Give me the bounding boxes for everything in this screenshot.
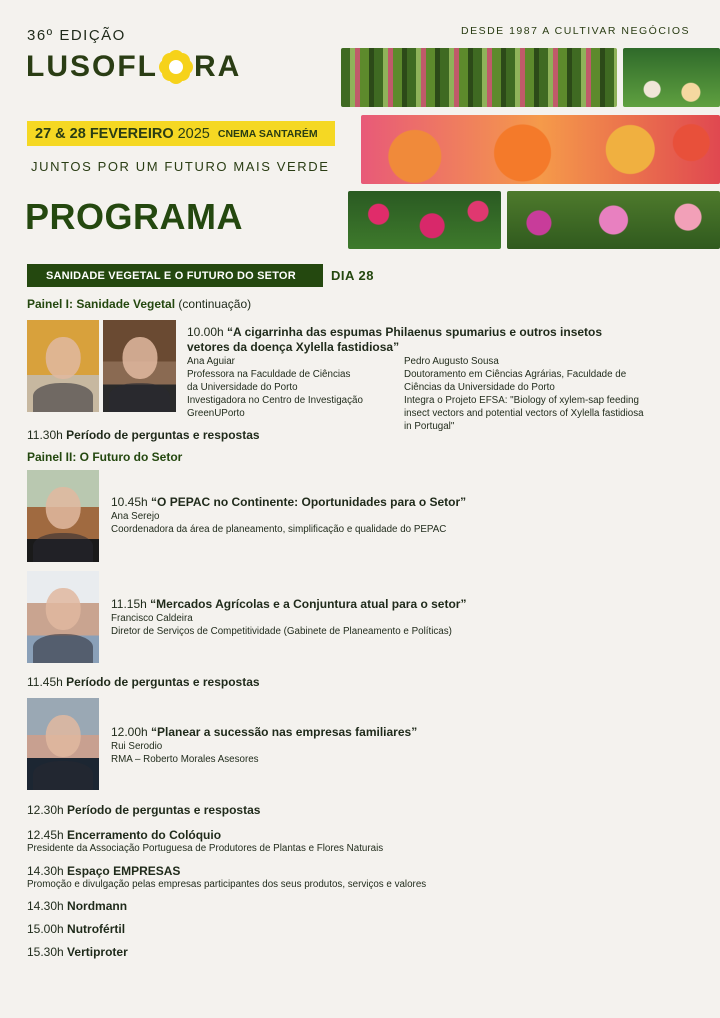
speaker-name: Francisco Caldeira xyxy=(111,613,193,624)
lusoflora-logo xyxy=(26,50,241,84)
company-item xyxy=(27,899,127,913)
section-title: SANIDADE VEGETAL E O FUTURO DO SETOR xyxy=(27,264,323,287)
empresas-description: Promoção e divulgação pelas empresas participantes dos seus produtos, serviços e valores xyxy=(27,879,427,890)
talk-pepac xyxy=(111,495,711,536)
closing-session xyxy=(27,828,707,855)
item-time: 11.45h xyxy=(27,675,63,689)
talk-sucessao xyxy=(111,725,711,766)
speaker-role: Professora na Faculdade de Ciências xyxy=(187,369,351,380)
pink-petunias-photo xyxy=(348,191,501,249)
flowers-photo-small xyxy=(623,48,720,107)
item-time: 14.30h xyxy=(27,864,64,878)
speaker-role: Coordenadora da área de planeamento, simplificação e qualidade do PEPAC xyxy=(111,524,447,535)
painel1-heading xyxy=(27,297,251,311)
company-name: Vertiproter xyxy=(67,945,128,959)
closing-speaker: Presidente da Associação Portuguesa de Produtores de Plantas e Flores Naturais xyxy=(27,843,384,854)
speaker-role: Investigadora no Centro de Investigação xyxy=(187,395,363,406)
talk-title-cigarrinha xyxy=(187,325,707,355)
speaker-role: insect vectors and potential vectors of Xylella fastidiosa xyxy=(404,408,644,419)
logo-text-part1: LUSOFL xyxy=(26,50,158,83)
item-label: Período de perguntas e respostas xyxy=(67,803,261,817)
item-time: 15.00h xyxy=(27,922,64,936)
rui-serodio-photo xyxy=(27,698,99,790)
item-time: 15.30h xyxy=(27,945,64,959)
talk-time: 10.00h xyxy=(187,325,224,339)
talk-time: 10.45h xyxy=(111,495,148,509)
event-venue: CNEMA SANTARÉM xyxy=(217,127,318,140)
speaker-role: Doutoramento em Ciências Agrárias, Faculdade de xyxy=(404,369,627,380)
speaker-ana-aguiar xyxy=(187,355,402,420)
speaker-name: Ana Serejo xyxy=(111,511,160,522)
section-day: DIA 28 xyxy=(331,268,374,283)
event-dates: 27 & 28 FEVEREIRO xyxy=(35,125,174,142)
item-label: Encerramento do Colóquio xyxy=(67,828,222,842)
talk-mercados xyxy=(111,597,711,638)
painel1-title: Painel I: Sanidade Vegetal xyxy=(27,297,176,311)
pedro-sousa-photo xyxy=(103,320,176,412)
qa-session-1 xyxy=(27,428,260,442)
talk-time: 12.00h xyxy=(111,725,148,739)
logo-text-part2: RA xyxy=(194,50,242,83)
ana-serejo-photo xyxy=(27,470,99,562)
item-time: 14.30h xyxy=(27,899,64,913)
speaker-name: Ana Aguiar xyxy=(187,356,235,367)
speaker-role: Ciências da Universidade do Porto xyxy=(404,382,555,393)
edition-label: 36º EDIÇÃO xyxy=(27,27,126,44)
talk-time: 11.15h xyxy=(111,597,147,611)
flower-logo-icon xyxy=(159,50,193,84)
talk-title: “O PEPAC no Continente: Oportunidades para o Setor” xyxy=(151,495,467,509)
company-item xyxy=(27,945,128,959)
speaker-role: Diretor de Serviços de Competitividade (Gabinete de Planeamento e Políticas) xyxy=(111,626,452,637)
empresas-session xyxy=(27,864,707,891)
francisco-caldeira-photo xyxy=(27,571,99,663)
talk-title-line2: vetores da doença Xylella fastidiosa” xyxy=(187,340,400,354)
event-dates-banner xyxy=(27,121,335,146)
qa-session-2 xyxy=(27,675,260,689)
speaker-role: GreenUPorto xyxy=(187,408,245,419)
page-title: PROGRAMA xyxy=(25,196,243,237)
plants-photo xyxy=(341,48,617,107)
speaker-role: in Portugal" xyxy=(404,421,455,432)
talk-title-line1: “A cigarrinha das espumas Philaenus spumarius e outros insetos xyxy=(227,325,603,339)
speaker-role: da Universidade do Porto xyxy=(187,382,298,393)
speaker-pedro-sousa xyxy=(404,355,704,433)
event-year: 2025 xyxy=(177,125,210,142)
item-label: Espaço EMPRESAS xyxy=(67,864,181,878)
item-time: 12.30h xyxy=(27,803,64,817)
company-item xyxy=(27,922,125,936)
item-label: Período de perguntas e respostas xyxy=(66,428,260,442)
painel2-title: Painel II: O Futuro do Setor xyxy=(27,450,183,464)
item-time: 12.45h xyxy=(27,828,64,842)
item-label: Período de perguntas e respostas xyxy=(66,675,260,689)
tagline: JUNTOS POR UM FUTURO MAIS VERDE xyxy=(31,159,330,174)
orchids-photo xyxy=(507,191,720,249)
speaker-role: Integra o Projeto EFSA: "Biology of xylem-sap feeding xyxy=(404,395,639,406)
company-name: Nordmann xyxy=(67,899,128,913)
painel1-note: (continuação) xyxy=(178,297,252,311)
company-name: Nutrofértil xyxy=(67,922,126,936)
talk-title: “Mercados Agrícolas e a Conjuntura atual para o setor” xyxy=(150,597,467,611)
speaker-name: Rui Serodio xyxy=(111,741,163,752)
item-time: 11.30h xyxy=(27,428,63,442)
qa-session-3 xyxy=(27,803,260,817)
since-slogan: DESDE 1987 A CULTIVAR NEGÓCIOS xyxy=(460,25,690,37)
ana-aguiar-photo xyxy=(27,320,99,412)
talk-title: “Planear a sucessão nas empresas familiares” xyxy=(151,725,418,739)
speaker-role: RMA – Roberto Morales Asesores xyxy=(111,754,259,765)
orange-flowers-photo xyxy=(361,115,720,184)
speaker-name: Pedro Augusto Sousa xyxy=(404,356,499,367)
